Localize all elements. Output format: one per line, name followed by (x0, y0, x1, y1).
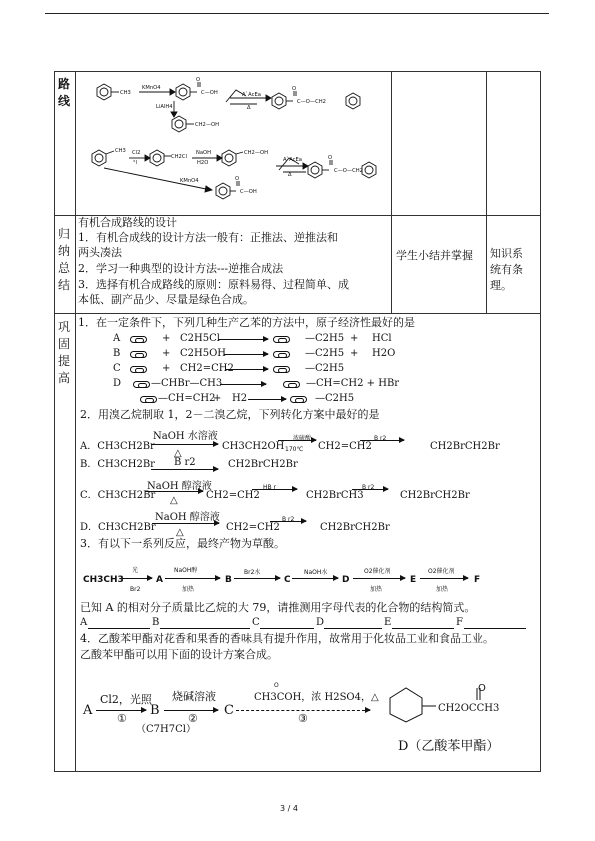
reagent-catalyst: A`AcEa (242, 92, 261, 98)
label-ch2oh: CH2—OH (195, 122, 219, 128)
condition: NaOH水 (304, 569, 328, 576)
condition: CH3COH，浓 H2SO4，△ (254, 692, 379, 703)
label-o: O (235, 176, 240, 182)
reaction-arrow (234, 578, 280, 579)
condition: O2催化剂 (364, 568, 391, 575)
label-heat: Δ (247, 105, 251, 111)
label-o: O (274, 682, 279, 689)
step-number: ② (188, 712, 198, 725)
condition: Cl2，光照 (100, 693, 152, 706)
label-cooh: C—OH (240, 189, 257, 195)
product: —CH=CH2 + HBr (306, 378, 400, 389)
plus: + (162, 363, 171, 374)
label-o: O (196, 77, 201, 83)
blank-label: C (252, 617, 260, 628)
compound-a: A (156, 575, 163, 585)
reaction-arrow (151, 444, 218, 445)
header-rule (45, 13, 549, 14)
compound-a: A (83, 703, 93, 718)
product: CH2BrCH2Br (228, 459, 298, 470)
option-d: D (113, 378, 122, 389)
reaction-arrow (236, 710, 370, 711)
student-activity: 学生小结并掌握 (396, 249, 473, 262)
benzene-ring (362, 162, 376, 178)
label-ch3: CH3 (120, 90, 131, 96)
condition: NaOH醇 (174, 567, 198, 574)
reagent-naoh: NaOH (196, 150, 212, 156)
condition: NaOH 醇溶液 (155, 512, 220, 523)
benzene-icon (273, 336, 290, 343)
reaction-arrow (420, 578, 468, 579)
row-label-summary: 归 纳 总 结 (58, 227, 71, 292)
condition: B r2 (374, 435, 387, 442)
benzene-ring (97, 84, 111, 100)
product: —C2H5 (305, 333, 345, 344)
benzene-icon (130, 366, 147, 373)
label-ester: C—O—CH2 (297, 99, 326, 105)
condition: NaOH 醇溶液 (147, 481, 212, 492)
condition: 加热 (182, 586, 195, 593)
intermediate: CH3CH2OH (222, 441, 285, 452)
benzene-ring (346, 93, 360, 109)
condition: 加热 (436, 586, 449, 593)
reaction-arrow (252, 489, 297, 490)
plus: + (162, 333, 171, 344)
reagent-catalyst: A`AcEa (283, 157, 302, 163)
reaction-arrow (352, 489, 388, 490)
product: CH2BrCH2Br (430, 441, 500, 452)
condition: B r2 (362, 484, 375, 491)
reaction-arrow (360, 440, 404, 441)
row-label-consolidate: 巩 固 提 高 (58, 320, 71, 385)
reagent-kmno4: KMnO4 (142, 85, 161, 91)
reaction-arrow (96, 710, 146, 711)
q4-stem: 乙酸苯甲酯可以用下面的设计方案合成。 (80, 648, 278, 661)
q3-stem: 3．有以下一系列反应，最终产物为草酸。 (80, 537, 285, 550)
answer-blank[interactable] (260, 628, 314, 629)
intermediate: CH2BrCH3 (306, 490, 364, 501)
condition: B r2 (282, 516, 295, 523)
blank-label: A (80, 617, 88, 628)
label-ch2cl: CH2Cl (171, 154, 187, 160)
reagent: C2H5OH (180, 348, 227, 359)
condition: △ (174, 448, 182, 459)
benzene-ring (272, 93, 286, 109)
blank-label: F (456, 617, 463, 628)
summary-line: 2．学习一种典型的设计方法---逆推合成法 (78, 262, 284, 275)
plus: + (213, 393, 222, 404)
reagent-h2: H2 (232, 393, 248, 404)
compound-d: D (342, 575, 350, 585)
condition: NaOH 水溶液 (153, 431, 218, 442)
option-d: D．CH3CH2Br (80, 522, 156, 533)
answer-blank[interactable] (160, 628, 250, 629)
intermediate: CH2=CH2 (226, 522, 280, 533)
page-number: 3 / 4 (280, 804, 298, 813)
reaction-arrow (165, 578, 220, 579)
option-c: C (113, 363, 121, 374)
q1-stem: 1．在一定条件下，下列几种生产乙苯的方法中，原子经济性最好的是 (78, 316, 415, 329)
start-ethane: CH3CH3 (83, 575, 124, 585)
label-heat: Δ (288, 172, 292, 178)
col-divider (486, 72, 487, 313)
summary-line: 1．有机合成线的设计方法一般有：正推法、逆推法和 (78, 231, 338, 244)
reagent-kmno4: KMnO4 (180, 178, 199, 184)
label-ch3: CH3 (115, 148, 126, 154)
summary-line: 本低、副产品少、尽量是绿色合成。 (78, 293, 254, 306)
benzene-icon (140, 396, 157, 403)
condition: △ (176, 527, 184, 538)
benzene-ring (172, 116, 186, 132)
benzene-ring (308, 162, 322, 178)
option-c: C．CH3CH2Br (80, 490, 156, 501)
synthesis-scheme (76, 72, 386, 214)
row-divider (55, 313, 540, 314)
reaction-arrow (278, 440, 316, 441)
condition: Br2水 (244, 569, 261, 576)
option-b: B (113, 348, 121, 359)
formula-note: （C7H7Cl） (136, 724, 196, 735)
label-o: O (328, 155, 333, 161)
condition: B r2 (174, 457, 196, 468)
compound-f: F (474, 575, 481, 585)
product-name: D（乙酸苯甲酯） (398, 739, 500, 754)
reagent: CH2=CH2 (180, 363, 234, 374)
compound-b: B (150, 703, 160, 718)
answer-blank[interactable] (324, 628, 382, 629)
summary-line: 3．选择有机合成路线的原则：原料易得、过程简单、成 (78, 278, 349, 291)
intermediate: CH2=CH2 (318, 441, 372, 452)
benzene-icon (273, 351, 290, 358)
reaction-arrow (164, 710, 218, 711)
benzene-icon (130, 351, 147, 358)
benzene-icon (273, 366, 290, 373)
benzene-ring (176, 84, 190, 100)
condition: 170℃ (285, 446, 304, 453)
condition: Br2 (130, 586, 141, 593)
benzene-icon (290, 396, 307, 403)
byproduct: H2O (372, 348, 396, 359)
reagent-cl2: Cl2 (132, 150, 141, 156)
reagent: —CH=CH2 (158, 393, 216, 404)
benzene-icon (133, 381, 150, 388)
q4-stem: 4．乙酸苯甲酯对花香和果香的香味具有提升作用，故常用于化妆品工业和食品工业。 (80, 632, 494, 645)
reaction-arrow (353, 578, 405, 579)
col-divider (391, 215, 392, 313)
label-ester: C—O—CH2 (334, 168, 363, 174)
compound-b: B (225, 575, 232, 585)
answer-blank[interactable] (464, 628, 526, 629)
step-number: ① (117, 712, 127, 725)
knowledge-note: 知识系 统有条 理。 (490, 247, 523, 292)
compound-c: C (224, 703, 234, 718)
label-light: °l (133, 160, 138, 166)
benzene-ring (216, 183, 230, 199)
summary-title: 有机合成路线的设计 (78, 216, 177, 229)
benzene-ring (222, 150, 236, 166)
condition: O2催化剂 (428, 568, 455, 575)
intermediate: CH2=CH2 (206, 490, 260, 501)
product: —C2H5 (305, 363, 345, 374)
product: —C2H5 (305, 348, 345, 359)
answer-blank[interactable] (88, 628, 150, 629)
reagent-h2o: H2O (197, 160, 209, 166)
condition: 加热 (370, 586, 383, 593)
condition: △ (170, 495, 178, 506)
benzene-icon (283, 381, 300, 388)
q2-stem: 2．用溴乙烷制取 1，2－二溴乙烷，下列转化方案中最好的是 (80, 408, 380, 421)
reaction-arrow (152, 523, 219, 524)
option-a: A．CH3CH2Br (80, 441, 155, 452)
answer-blank[interactable] (392, 628, 454, 629)
blank-label: B (152, 617, 160, 628)
reaction-arrow (151, 469, 218, 470)
reaction-arrow (224, 354, 268, 355)
plus: + (350, 333, 359, 344)
benzene-ring (390, 688, 422, 722)
reagent: —CHBr—CH3 (151, 378, 223, 389)
label-o: O (292, 86, 297, 92)
product: CH2BrCH2Br (400, 490, 470, 501)
step-number: ③ (298, 712, 308, 725)
condition: 烧碱溶液 (172, 690, 216, 703)
reaction-arrow (145, 491, 203, 492)
condition: 光 (132, 567, 139, 574)
product-formula: CH2OCCH3 (438, 703, 500, 714)
compound-e: E (410, 575, 417, 585)
q3-note: 已知 A 的相对分子质量比乙烷的大 79，请推测用字母代表的化合物的结构简式。 (80, 601, 476, 614)
blank-label: E (384, 617, 392, 628)
blank-label: D (316, 617, 325, 628)
option-b: B．CH3CH2Br (80, 459, 155, 470)
product: —C2H5 (315, 393, 355, 404)
plus: + (162, 348, 171, 359)
reagent-lialh4: LiAlH4 (156, 104, 173, 110)
label-o: O (478, 683, 486, 694)
reaction-arrow (248, 399, 286, 400)
reaction-arrow (122, 578, 152, 579)
option-a: A (113, 333, 121, 344)
label-cooh: C—OH (201, 90, 218, 96)
benzene-icon (130, 336, 147, 343)
reaction-arrow (226, 369, 268, 370)
benzene-ring (92, 150, 106, 166)
reaction-arrow (218, 339, 268, 340)
reaction-arrow (220, 384, 266, 385)
label-ch2oh: CH2—OH (244, 150, 268, 156)
reagent: C2H5Cl (180, 333, 220, 344)
benzene-ring (150, 150, 164, 166)
reaction-arrow (292, 578, 338, 579)
condition: HB r (263, 484, 277, 491)
condition: 浓硫酸 (293, 435, 312, 442)
compound-c: C (284, 575, 291, 585)
col-divider (391, 72, 392, 215)
plus: + (350, 348, 359, 359)
byproduct: HCl (372, 333, 392, 344)
reaction-arrow (270, 521, 306, 522)
summary-line: 两头凑法 (78, 246, 122, 259)
row-label-route: 路 线 (58, 77, 71, 108)
product: CH2BrCH2Br (320, 522, 390, 533)
